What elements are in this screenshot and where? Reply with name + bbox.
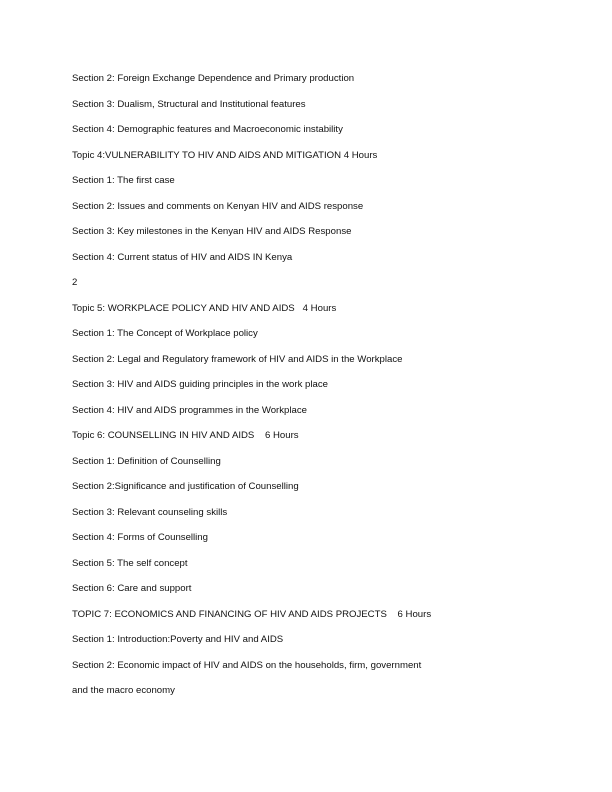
- syllabus-text: [72, 71, 572, 709]
- section-line: Section 2: Legal and Regulatory framework of HIV and AIDS in the Workplace: [72, 353, 403, 365]
- section-line: Section 1: Introduction:Poverty and HIV and AIDS: [72, 634, 284, 645]
- topic-heading: Topic 5: WORKPLACE POLICY AND HIV AND AIDS 4 Hours: [72, 302, 337, 314]
- section-line: Section 3: Key milestones in the Kenyan HIV and AIDS Response: [72, 226, 352, 237]
- section-line: Section 2: Foreign Exchange Dependence and Primary production: [72, 73, 355, 84]
- topic-heading: TOPIC 7: ECONOMICS AND FINANCING OF HIV AND AIDS PROJECTS 6 Hours: [72, 608, 432, 620]
- section-line: Section 3: Relevant counseling skills: [72, 506, 228, 518]
- section-line: Section 4: Demographic features and Macroeconomic instability: [72, 124, 343, 135]
- section-line: Section 1: The first case: [72, 175, 175, 186]
- section-line: Section 3: HIV and AIDS guiding principles in the work place: [72, 379, 328, 390]
- topic-heading: Topic 6: COUNSELLING IN HIV AND AIDS 6 Hours: [72, 430, 299, 441]
- section-line: Section 4: Forms of Counselling: [72, 532, 208, 543]
- section-line: Section 2: Economic impact of HIV and AIDS on the households, firm, government: [72, 659, 422, 671]
- section-line: Section 1: The Concept of Workplace policy: [72, 328, 258, 339]
- topic-heading: Topic 4:VULNERABILITY TO HIV AND AIDS AND MITIGATION 4 Hours: [72, 149, 378, 161]
- section-line: Section 2: Issues and comments on Kenyan HIV and AIDS response: [72, 200, 364, 212]
- section-line-continuation: and the macro economy: [72, 685, 175, 696]
- section-line: Section 1: Definition of Counselling: [72, 455, 221, 467]
- section-line: Section 4: Current status of HIV and AIDS IN Kenya: [72, 251, 293, 263]
- section-line: Section 4: HIV and AIDS programmes in the Workplace: [72, 404, 307, 416]
- section-line: Section 6: Care and support: [72, 583, 192, 594]
- section-line: Section 5: The self concept: [72, 557, 188, 569]
- section-line: Section 2:Significance and justification of Counselling: [72, 481, 299, 492]
- page-number: 2: [72, 277, 78, 288]
- section-line: Section 3: Dualism, Structural and Institutional features: [72, 98, 306, 110]
